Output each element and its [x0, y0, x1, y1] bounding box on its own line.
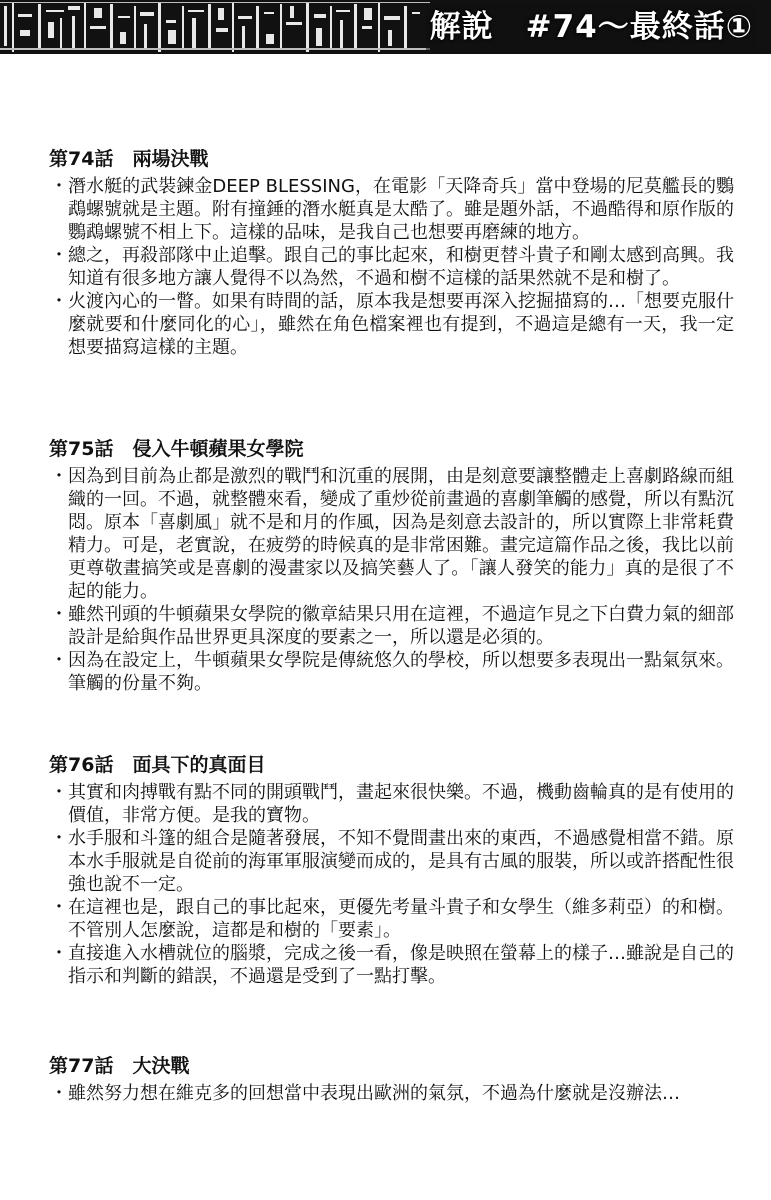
chapter-76-title: 第76話 面具下的真面目: [49, 754, 266, 776]
note-text: 水手服和斗篷的組合是隨著發展，不知不覺間畫出來的東西，不過感覺相當不錯。原本水手服就是自從前的海軍軍服演變而成的，是具有古風的服裝，所以或許搭配性很強也說不一定。: [68, 828, 734, 895]
chapter-76-note-4: [44, 942, 734, 988]
chapter-77-title: 第77話 大決戰: [49, 1055, 190, 1077]
note-text: 潛水艇的武裝鍊金DEEP BLESSING，在電影「天降奇兵」當中登場的尼莫艦長的鸚鵡螺號就是主題。附有撞錘的潛水艇真是太酷了。雖是題外話，不過酷得和原作版的鸚鵡螺號不相上下。這樣的品味，是我自己也想要再磨練的地方。: [68, 176, 734, 243]
chapter-77-note-1: [44, 1082, 734, 1105]
chapter-75-note-3: [44, 649, 734, 695]
note-text: 因為到目前為止都是激烈的戰鬥和沉重的展開，由是刻意要讓整體走上喜劇路線而組織的一回。不過，就整體來看，變成了重炒從前畫過的喜劇筆觸的感覺，所以有點沉悶。原本「喜劇風」就不是和月的作風，因為是刻意去設計的，所以實際上非常耗費精力。可是，老實說，在疲勞的時候真的是非常困難。畫完這篇作品之後，我比以前更尊敬畫搞笑或是喜劇的漫畫家以及搞笑藝人了。「讓人發笑的能力」真的是很了不起的能力。: [68, 466, 734, 602]
bullet-mark: ・: [50, 466, 68, 487]
bullet-mark: ・: [50, 176, 68, 197]
chapter-74-note-1: [44, 175, 734, 244]
note-text: 總之，再殺部隊中止追擊。跟自己的事比起來，和樹更替斗貴子和剛太感到高興。我知道有很多地方讓人覺得不以為然，不過和樹不這樣的話果然就不是和樹了。: [68, 245, 734, 289]
bullet-mark: ・: [50, 1083, 68, 1104]
chapter-75-note-1: [44, 465, 734, 603]
bullet-mark: ・: [50, 604, 68, 625]
bullet-mark: ・: [50, 245, 68, 266]
bullet-mark: ・: [50, 943, 68, 964]
chapter-77-section: [44, 1054, 734, 1105]
chapter-76-note-3: [44, 896, 734, 942]
note-text: 因為在設定上，牛頓蘋果女學院是傳統悠久的學校，所以想要多表現出一點氣氛來。筆觸的份量不夠。: [68, 650, 734, 694]
chapter-74-section: [44, 147, 734, 359]
chapter-76-note-1: [44, 781, 734, 827]
chapter-74-note-3: [44, 290, 734, 359]
note-text: 雖然刊頭的牛頓蘋果女學院的徽章結果只用在這裡，不過這乍見之下白費力氣的細部設計是給與作品世界更具深度的要素之一，所以還是必須的。: [68, 604, 734, 648]
note-text: 雖然努力想在維克多的回想當中表現出歐洲的氣氛，不過為什麼就是沒辦法…: [68, 1083, 680, 1104]
chapter-75-note-2: [44, 603, 734, 649]
chapter-76-section: [44, 753, 734, 988]
bullet-mark: ・: [50, 828, 68, 849]
bullet-mark: ・: [50, 782, 68, 803]
header-band: [0, 0, 771, 54]
bullet-mark: ・: [50, 650, 68, 671]
bullet-mark: ・: [50, 291, 68, 312]
note-text: 火渡內心的一瞥。如果有時間的話，原本我是想要再深入挖掘描寫的…「想要克服什麼就要和什麼同化的心」，雖然在角色檔案裡也有提到，不過這是總有一天，我一定想要描寫這樣的主題。: [68, 291, 734, 358]
chapter-74-title: 第74話 兩場決戰: [49, 148, 209, 170]
note-text: 直接進入水槽就位的腦漿，完成之後一看，像是映照在螢幕上的樣子…雖說是自己的指示和判斷的錯誤，不過還是受到了一點打擊。: [68, 943, 734, 987]
chapter-75-title: 第75話 侵入牛頓蘋果女學院: [49, 438, 304, 460]
bullet-mark: ・: [50, 897, 68, 918]
chapter-75-section: [44, 437, 734, 695]
note-text: 其實和肉搏戰有點不同的開頭戰鬥，畫起來很快樂。不過，機動齒輪真的是有使用的價值，非常方便。是我的寶物。: [68, 782, 734, 826]
page-title: 解說 #74～最終話①: [426, 4, 757, 50]
note-text: 在這裡也是，跟自己的事比起來，更優先考量斗貴子和女學生（維多莉亞）的和樹。不管別人怎麼說，這都是和樹的「要素」。: [68, 897, 734, 941]
chapter-76-note-2: [44, 827, 734, 896]
chapter-74-note-2: [44, 244, 734, 290]
